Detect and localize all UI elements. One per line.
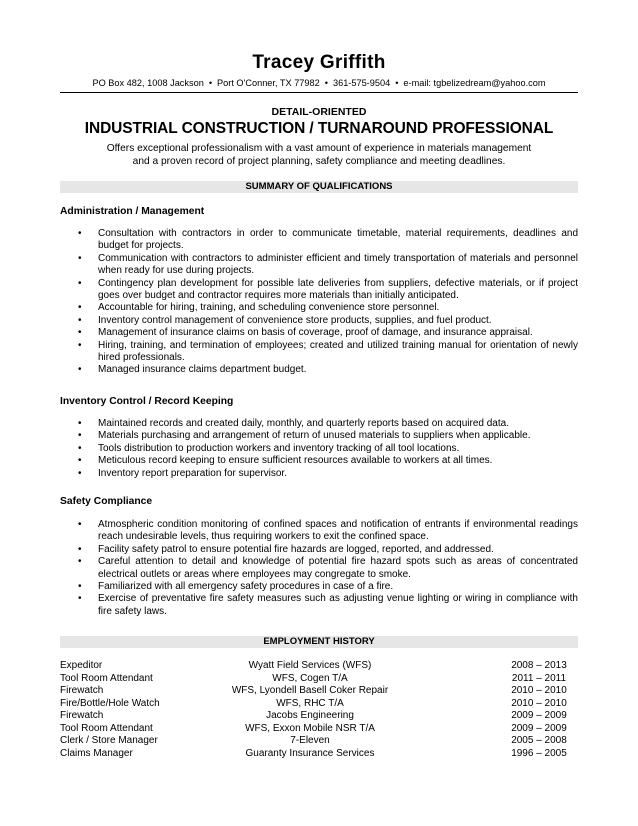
table-row bbox=[60, 710, 578, 723]
job-company: Guaranty Insurance Services bbox=[245, 747, 375, 759]
list-item: • Atmospheric condition monitoring of confined spaces and notification of entrants if environmental readings reach undesirable levels, thus requiring workers to exit the confined space. bbox=[98, 519, 578, 544]
safety-list bbox=[98, 519, 578, 618]
section-title-employment: EMPLOYMENT HISTORY bbox=[60, 636, 578, 648]
section-title-qualifications: SUMMARY OF QUALIFICATIONS bbox=[60, 181, 578, 193]
list-item: • Familiarized with all emergency safety procedures in case of a fire. bbox=[98, 581, 578, 593]
list-item: • Contingency plan development for possible late deliveries from suppliers, defective materials, or if project goes over budget and contractor requires more materials than initially anticipated. bbox=[98, 278, 578, 303]
list-item: • Hiring, training, and termination of employees; created and utilized training manual for orientation of newly hired professionals. bbox=[98, 340, 578, 365]
email: e-mail: tgbelizedream@yahoo.com bbox=[403, 78, 546, 88]
job-dates: 2005 – 2008 bbox=[511, 735, 567, 746]
list-item: • Communication with contractors to administer efficient and timely transportation of materials and personnel when ready for use during projects. bbox=[98, 253, 578, 278]
table-row bbox=[60, 673, 578, 686]
separator: • bbox=[324, 78, 328, 88]
job-title: Expeditor bbox=[60, 660, 103, 671]
header-rule bbox=[60, 92, 578, 93]
job-title: Clerk / Store Manager bbox=[60, 735, 158, 746]
headline-small: DETAIL-ORIENTED bbox=[271, 106, 367, 118]
subhead-inventory: Inventory Control / Record Keeping bbox=[60, 396, 234, 407]
list-item: • Inventory report preparation for supervisor. bbox=[98, 468, 578, 480]
headline-big: INDUSTRIAL CONSTRUCTION / TURNAROUND PROFESSIONAL bbox=[84, 120, 554, 137]
phone: 361-575-9504 bbox=[332, 78, 391, 88]
table-row bbox=[60, 685, 578, 698]
job-company: Jacobs Engineering bbox=[266, 710, 354, 721]
subhead-admin: Administration / Management bbox=[60, 206, 205, 217]
job-title: Firewatch bbox=[60, 710, 104, 721]
profile-summary: Offers exceptional professionalism with a vast amount of experience in materials management and a proven record of project planning, safety compliance and meeting deadlines. bbox=[106, 143, 532, 167]
list-item: • Exercise of preventative fire safety measures such as adjusting venue lighting or wiring in compliance with fire safety laws. bbox=[98, 593, 578, 618]
list-item: • Managed insurance claims department budget. bbox=[98, 364, 578, 376]
city: Port O'Conner, TX 77982 bbox=[217, 78, 320, 88]
list-item: • Maintained records and created daily, monthly, and quarterly reports based on acquired data. bbox=[98, 418, 578, 430]
table-row bbox=[60, 723, 578, 736]
job-dates: 2009 – 2009 bbox=[511, 710, 567, 721]
address: PO Box 482, 1008 Jackson bbox=[92, 78, 204, 88]
table-row bbox=[60, 698, 578, 711]
job-dates: 2011 – 2011 bbox=[511, 672, 567, 684]
job-company: Wyatt Field Services (WFS) bbox=[248, 660, 372, 671]
table-row bbox=[60, 748, 578, 761]
job-dates: 2010 – 2010 bbox=[511, 685, 567, 696]
list-item: • Meticulous record keeping to ensure sufficient resources available to workers at all times. bbox=[98, 455, 578, 467]
list-item: • Materials purchasing and arrangement of return of unused materials to suppliers when applicable. bbox=[98, 430, 578, 442]
job-company: WFS, Exxon Mobile NSR T/A bbox=[245, 722, 375, 734]
job-company: WFS, Cogen T/A bbox=[272, 672, 348, 684]
job-dates: 2010 – 2010 bbox=[511, 697, 567, 709]
table-row bbox=[60, 660, 578, 673]
list-item: • Management of insurance claims on basis of coverage, proof of damage, and insurance appraisal. bbox=[98, 327, 578, 339]
list-item: • Consultation with contractors in order to communicate timetable, material requirements, deadlines and budget for projects. bbox=[98, 228, 578, 253]
job-dates: 2008 – 2013 bbox=[511, 660, 567, 671]
subhead-safety: Safety Compliance bbox=[60, 496, 153, 507]
list-item: • Accountable for hiring, training, and scheduling convenience store personnel. bbox=[98, 302, 578, 314]
list-item: • Facility safety patrol to ensure potential fire hazards are logged, reported, and addressed. bbox=[98, 544, 578, 556]
list-item: • Inventory control management of convenience store products, supplies, and fuel product. bbox=[98, 315, 578, 327]
admin-list bbox=[98, 228, 578, 377]
job-title: Claims Manager bbox=[60, 747, 133, 759]
resume-name: Tracey Griffith bbox=[252, 52, 386, 73]
separator: • bbox=[208, 78, 213, 88]
job-dates: 1996 – 2005 bbox=[511, 747, 567, 759]
inventory-list bbox=[98, 418, 578, 480]
job-title: Firewatch bbox=[60, 685, 104, 696]
job-company: 7-Eleven bbox=[290, 735, 330, 746]
employment-table bbox=[60, 660, 578, 760]
job-title: Fire/Bottle/Hole Watch bbox=[60, 697, 160, 709]
table-row bbox=[60, 735, 578, 748]
list-item: • Careful attention to detail and knowledge of potential fire hazard spots such as areas of concentrated electrical outlets or areas where employees may congregate to smoke. bbox=[98, 556, 578, 581]
job-dates: 2009 – 2009 bbox=[511, 722, 567, 734]
job-title: Tool Room Attendant bbox=[60, 722, 153, 734]
job-company: WFS, RHC T/A bbox=[276, 697, 344, 709]
job-company: WFS, Lyondell Basell Coker Repair bbox=[231, 685, 389, 696]
job-title: Tool Room Attendant bbox=[60, 672, 153, 684]
contact-line bbox=[0, 78, 638, 88]
list-item: • Tools distribution to production workers and inventory tracking of all tool locations. bbox=[98, 443, 578, 455]
separator: • bbox=[395, 78, 399, 88]
